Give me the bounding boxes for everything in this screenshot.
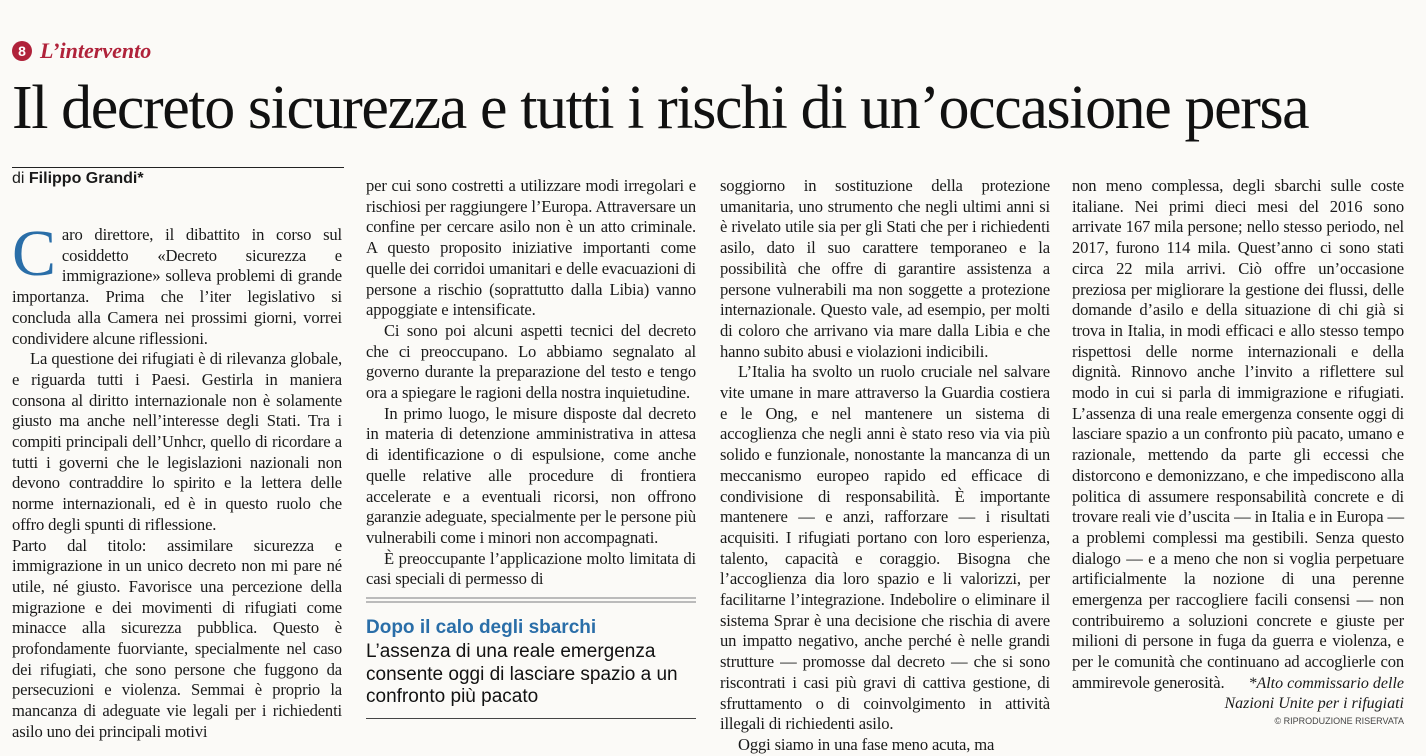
paragraph: per cui sono costretti a utilizzare modi irregolari e rischiosi per raggiungere l’Europa. Attraversare un confine per cercare asilo non è un atto criminale. A questo proposito iniziative importanti come quelle dei corridoi umanitari e delle evacuazioni di persone a rischio (soprattutto dalla Libia) vanno appoggiate e intensificate. [366, 176, 696, 320]
paragraph: È preoccupante l’applicazione molto limitata di casi speciali di permesso di [366, 548, 696, 589]
paragraph: L’Italia ha svolto un ruolo cruciale nel salvare vite umane in mare attraverso la Guardia costiera e le Ong, e nel mantenere un sistema di accoglienza che negli anni è stato reso via via più solido e funzionale, nonostante la mancanza di un meccanismo europeo rapido ed efficace di condivisione di responsabilità. È importante mantenere — e anzi, rafforzare — i risultati acquisiti. I rifugiati portano con loro esperienza, talento, capacità e coraggio. Bisogna che l’accoglienza dia loro spazio e li valorizzi, per facilitarne l’integrazione. Indebolire o eliminare il sistema Sprar è una decisione che rischia di avere un impatto negativo, anche perché è nelle grandi strutture — promosse dal decreto — che si sono riscontrati i casi più gravi di cattiva gestione, di sfruttamento o di coinvolgimento in attività illegali di richiedenti asilo. [720, 362, 1050, 734]
article-column-1 [12, 217, 342, 743]
copyright-notice: © RIPRODUZIONE RISERVATA [1274, 716, 1404, 726]
article-headline: Il decreto sicurezza e tutti i rischi di un’occasione persa [12, 74, 1309, 142]
author-credit [1224, 674, 1404, 714]
paragraph: Caro direttore, il dibattito in corso sul cosiddetto «Decreto sicurezza e immigrazione» solleva problemi di grande importanza. Prima che l’iter legislativo si concluda alla Camera nei prossimi giorni, vorrei condividere alcune riflessioni. [12, 217, 342, 348]
drop-cap: C [12, 217, 56, 290]
paragraph: La questione dei rifugiati è di rilevanza globale, e riguarda tutti i Paesi. Gestirla in maniera consona al diritto internazionale non è solamente giusto ma anche nell’interesse degli Stati. Tra i compiti principali dell’Unhcr, quello di ricordare a tutti i governi che le legislazioni nazionali non devono contraddire lo spirito e la lettera delle norme internazionali, ed è in questo ruolo che offro degli spunti di riflessione. [12, 349, 342, 534]
section-badge: 8 [12, 41, 32, 61]
section-label: L’intervento [40, 38, 152, 63]
pull-quote-rule [366, 718, 696, 719]
byline-prefix: di [12, 170, 25, 187]
pull-quote [366, 597, 696, 709]
paragraph: Ci sono poi alcuni aspetti tecnici del decreto che ci preoccupano. Lo abbiamo segnalato al governo durante la preparazione del testo e tengo ora a spiegare le ragioni della nostra inquietudine. [366, 320, 696, 403]
paragraph: Oggi siamo in una fase meno acuta, ma [738, 734, 995, 754]
article-column-4 [1072, 176, 1404, 694]
paragraph: Parto dal titolo: assimilare sicurezza e immigrazione in un unico decreto non mi pare né utile, né giusto. Favorisce una percezione della migrazione e dei movimenti di rifugiati come minacce alla sicurezza pubblica. Questo è profondamente fuorviante, specialmente nel caso dei rifugiati, che sono persone che fuggono da persecuzioni e violenza. Semmai è proprio la mancanza di adeguate vie legali per i richiedenti asilo uno dei principali motivi [12, 535, 342, 741]
author-credit-line: Nazioni Unite per i rifugiati [1224, 695, 1404, 712]
paragraph: soggiorno in sostituzione della protezione umanitaria, uno strumento che negli ultimi anni si è rivelato utile sia per gli Stati che per i richiedenti asilo, dato il suo carattere temporaneo e la possibilità che offre di garantire assistenza a persone vulnerabili ma non soggette a protezione internazionale. Questo vale, ad esempio, per molti di coloro che arrivano via mare dalla Libia e che hanno subito abusi e violazioni indicibili. [720, 176, 1050, 361]
byline [12, 170, 144, 188]
author-credit-line: *Alto commissario delle [1248, 675, 1404, 692]
byline-author: Filippo Grandi* [28, 170, 144, 187]
paragraph: In primo luogo, le misure disposte dal decreto in materia di detenzione amministrativa in attesa di identificazione o di espulsione, come anche quelle relative alle procedure di frontiera accelerate e a eventuali ricorsi, non offrono garanzie adeguate, specialmente per le persone più vulnerabili come i minori non accompagnati. [366, 403, 696, 547]
pull-quote-body: L’assenza di una reale emergenza consente oggi di lasciare spazio a un confronto più pacato [366, 641, 678, 707]
byline-rule [12, 167, 344, 168]
article-column-3 [720, 176, 1050, 756]
section-kicker [12, 38, 151, 64]
paragraph: non meno complessa, degli sbarchi sulle coste italiane. Nei primi dieci mesi del 2016 sono arrivate 167 mila persone; nello stesso periodo, nel 2017, furono 114 mila. Quest’anno ci sono stati circa 22 mila arrivi. Ciò offre un’occasione preziosa per migliorare la gestione dei flussi, delle domande d’asilo e della situazione di chi già si trova in Italia, in modi efficaci e allo stesso tempo rispettosi delle norme internazionali e della dignità. Rinnovo anche l’invito a riflettere sul modo in cui si parla di immigrazione e rifugiati. L’assenza di una reale emergenza consente oggi di lasciare spazio a un confronto più pacato, umano e razionale, mettendo da parte gli eccessi che distorcono e demonizzano, e che impediscono alla politica di assumere responsabilità concrete e di trovare reali vie d’uscita — in Italia e in Europa — a problemi complessi ma gestibili. Senza questo dialogo — e a meno che non si voglia perpetuare artificialmente la nozione di una perenne emergenza per raccogliere facili consensi — non contribuiremo a soluzioni concrete e giuste per milioni di persone in fuga da guerra e violenza, e per le comunità che continuano ad accoglierle con ammirevole generosità. [1072, 176, 1404, 692]
pull-quote-heading: Dopo il calo degli sbarchi [366, 617, 597, 638]
article-column-2 [366, 176, 696, 590]
